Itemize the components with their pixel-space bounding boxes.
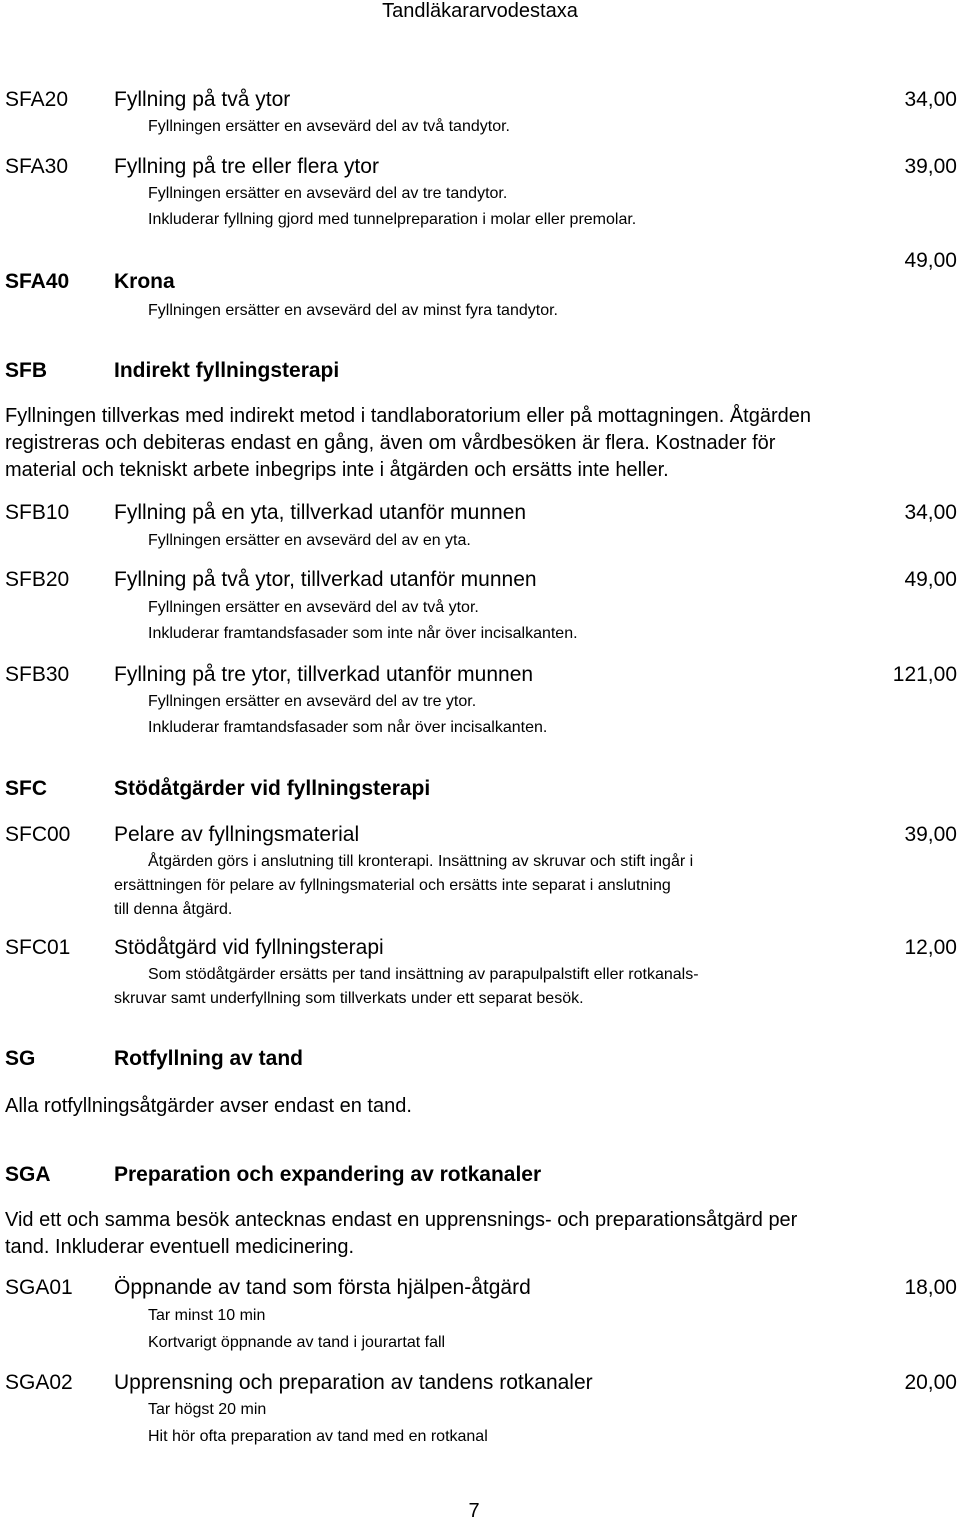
procedure-code: SGA02 — [5, 1371, 73, 1394]
procedure-description: Inkluderar framtandsfasader som når över incisalkanten. — [148, 719, 548, 736]
procedure-code: SGA01 — [5, 1276, 73, 1299]
procedure-description: Fyllningen ersätter en avsevärd del av tre tandytor. — [148, 185, 508, 202]
section-code: SGA — [5, 1163, 51, 1186]
procedure-code: SFC01 — [5, 936, 71, 959]
procedure-price: 34,00 — [904, 501, 957, 524]
procedure-description: Fyllningen ersätter en avsevärd del av tre ytor. — [148, 693, 477, 710]
procedure-description: ersättningen för pelare av fyllningsmaterial och ersätts inte separat i anslutning — [114, 877, 671, 894]
procedure-code: SFC00 — [5, 823, 71, 846]
procedure-title: Fyllning på en yta, tillverkad utanför munnen — [114, 501, 527, 524]
procedure-title: Fyllning på tre eller flera ytor — [114, 155, 379, 178]
procedure-price: 34,00 — [904, 88, 957, 111]
procedure-description: Hit hör ofta preparation av tand med en rotkanal — [148, 1428, 488, 1445]
procedure-description: Åtgärden görs i anslutning till kronterapi. Insättning av skruvar och stift ingår i — [148, 853, 694, 870]
procedure-code: SFA20 — [5, 88, 69, 111]
procedure-price: 49,00 — [904, 249, 957, 272]
procedure-description: Tar minst 10 min — [148, 1307, 266, 1324]
procedure-title: Stödåtgärd vid fyllningsterapi — [114, 936, 384, 959]
procedure-description: till denna åtgärd. — [114, 901, 233, 918]
procedure-description: skruvar samt underfyllning som tillverkats under ett separat besök. — [114, 990, 584, 1007]
section-title: Rotfyllning av tand — [114, 1047, 303, 1070]
section-code: SFB — [5, 359, 47, 382]
procedure-title: Upprensning och preparation av tandens rotkanaler — [114, 1371, 593, 1394]
procedure-price: 49,00 — [904, 568, 957, 591]
section-title: Preparation och expandering av rotkanaler — [114, 1163, 542, 1186]
procedure-code: SFA40 — [5, 270, 70, 293]
procedure-description: Fyllningen ersätter en avsevärd del av två ytor. — [148, 599, 479, 616]
procedure-description: Fyllningen ersätter en avsevärd del av två tandytor. — [148, 118, 510, 135]
procedure-price: 39,00 — [904, 823, 957, 846]
procedure-price: 39,00 — [904, 155, 957, 178]
procedure-title: Krona — [114, 270, 175, 293]
procedure-description: Inkluderar fyllning gjord med tunnelpreparation i molar eller premolar. — [148, 211, 637, 228]
section-code: SFC — [5, 777, 47, 800]
section-title: Indirekt fyllningsterapi — [114, 359, 340, 382]
section-title: Stödåtgärder vid fyllningsterapi — [114, 777, 431, 800]
procedure-code: SFB10 — [5, 501, 70, 524]
procedure-description: Kortvarigt öppnande av tand i jourartat fall — [148, 1334, 446, 1351]
procedure-price: 121,00 — [892, 663, 957, 686]
procedure-description: Fyllningen ersätter en avsevärd del av minst fyra tandytor. — [148, 302, 558, 319]
procedure-description: Tar högst 20 min — [148, 1401, 267, 1418]
section-paragraph: registreras och debiteras endast en gång, även om vårdbesöken är flera. Kostnader för — [5, 432, 776, 454]
section-paragraph: Fyllningen tillverkas med indirekt metod i tandlaboratorium eller på mottagningen. Åtgärden — [5, 405, 811, 427]
procedure-price: 20,00 — [904, 1371, 957, 1394]
page-header: Tandläkararvodestaxa — [382, 0, 578, 22]
procedure-title: Fyllning på tre ytor, tillverkad utanför munnen — [114, 663, 534, 686]
section-code: SG — [5, 1047, 36, 1070]
page-number: 7 — [468, 1500, 480, 1522]
procedure-code: SFA30 — [5, 155, 69, 178]
procedure-title: Öppnande av tand som första hjälpen-åtgärd — [114, 1276, 531, 1299]
section-paragraph: tand. Inkluderar eventuell medicinering. — [5, 1236, 355, 1258]
procedure-price: 12,00 — [904, 936, 957, 959]
procedure-title: Fyllning på två ytor, tillverkad utanför munnen — [114, 568, 537, 591]
section-paragraph: Alla rotfyllningsåtgärder avser endast en tand. — [5, 1095, 412, 1117]
procedure-description: Fyllningen ersätter en avsevärd del av en yta. — [148, 532, 471, 549]
procedure-code: SFB20 — [5, 568, 70, 591]
procedure-description: Inkluderar framtandsfasader som inte når över incisalkanten. — [148, 625, 578, 642]
procedure-code: SFB30 — [5, 663, 70, 686]
procedure-description: Som stödåtgärder ersätts per tand insättning av parapulpalstift eller rotkanals- — [148, 966, 699, 983]
section-paragraph: Vid ett och samma besök antecknas endast en upprensnings- och preparationsåtgärd per — [5, 1209, 798, 1231]
procedure-title: Pelare av fyllningsmaterial — [114, 823, 360, 846]
section-paragraph: material och tekniskt arbete inbegrips inte i åtgärden och ersätts inte heller. — [5, 459, 669, 481]
procedure-title: Fyllning på två ytor — [114, 88, 291, 111]
procedure-price: 18,00 — [904, 1276, 957, 1299]
